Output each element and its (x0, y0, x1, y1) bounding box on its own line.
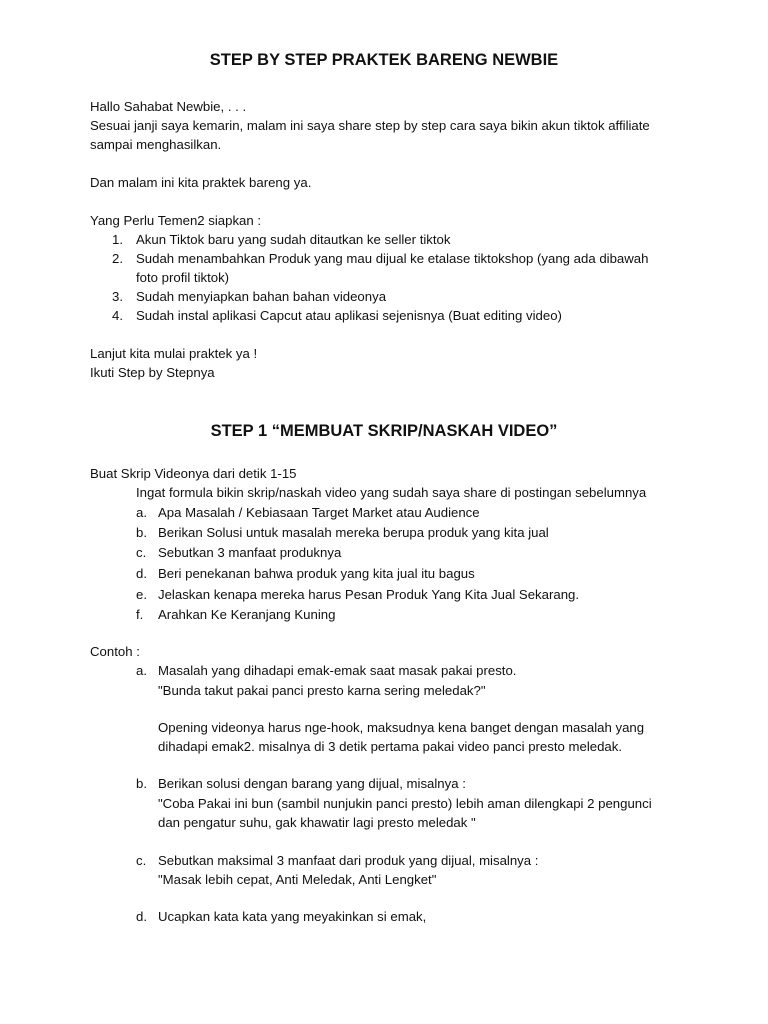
example-d-line-1: Ucapkan kata kata yang meyakinkan si emak, (158, 909, 427, 924)
intro-line-1: Sesuai janji saya kemarin, malam ini saya share step by step cara saya bikin akun tiktok affiliate (90, 118, 650, 133)
prep-item-number: 2. (112, 251, 123, 266)
example-a-paragraph-line-1: Opening videonya harus nge-hook, maksudnya kena banget dengan masalah yang (158, 720, 645, 735)
example-c-line-1: Sebutkan maksimal 3 manfaat dari produk yang dijual, misalnya : (158, 853, 539, 868)
example-a-paragraph-line-2: dihadapi emak2. misalnya di 3 detik pertama pakai video panci presto meledak. (158, 739, 623, 754)
step1-title: STEP 1 “MEMBUAT SKRIP/NASKAH VIDEO” (210, 422, 558, 440)
prep-item-text: Sudah menyiapkan bahan bahan videonya (136, 289, 387, 304)
continue-line-1: Lanjut kita mulai praktek ya ! (90, 346, 258, 361)
tonight-text: Dan malam ini kita praktek bareng ya. (90, 175, 312, 190)
formula-item-text: Sebutkan 3 manfaat produknya (158, 545, 342, 560)
example-a-line-1: Masalah yang dihadapi emak-emak saat masak pakai presto. (158, 663, 517, 678)
prep-item-text-continued: foto profil tiktok) (136, 270, 230, 285)
formula-item-text: Arahkan Ke Keranjang Kuning (158, 607, 336, 622)
example-b-line-2: "Coba Pakai ini bun (sambil nunjukin panci presto) lebih aman dilengkapi 2 pengunci (158, 796, 652, 811)
formula-item-text: Berikan Solusi untuk masalah mereka berupa produk yang kita jual (158, 525, 549, 540)
script-intro: Buat Skrip Videonya dari detik 1-15 (90, 466, 297, 481)
example-a-line-2: "Bunda takut pakai panci presto karna sering meledak?" (158, 683, 486, 698)
prep-item-text: Sudah instal aplikasi Capcut atau aplikasi sejenisnya (Buat editing video) (136, 308, 562, 323)
prep-heading: Yang Perlu Temen2 siapkan : (90, 213, 262, 228)
formula-item-letter: d. (136, 566, 147, 581)
example-c-line-2: "Masak lebih cepat, Anti Meledak, Anti Lengket" (158, 872, 437, 887)
prep-item-number: 1. (112, 232, 123, 247)
formula-item-letter: c. (136, 545, 147, 560)
prep-item-number: 3. (112, 289, 123, 304)
formula-item-text: Beri penekanan bahwa produk yang kita jual itu bagus (158, 566, 475, 581)
example-b-line-3: dan pengatur suhu, gak khawatir lagi presto meledak " (158, 815, 476, 830)
intro-line-2: sampai menghasilkan. (90, 137, 222, 152)
example-b-line-1: Berikan solusi dengan barang yang dijual, misalnya : (158, 776, 466, 791)
example-letter: a. (136, 663, 147, 678)
prep-item-text: Akun Tiktok baru yang sudah ditautkan ke seller tiktok (136, 232, 451, 247)
prep-item-number: 4. (112, 308, 123, 323)
continue-line-2: Ikuti Step by Stepnya (90, 365, 215, 380)
formula-item-text: Apa Masalah / Kebiasaan Target Market atau Audience (158, 505, 480, 520)
formula-item-letter: f. (136, 607, 144, 622)
greeting-text: Hallo Sahabat Newbie, . . . (90, 99, 247, 114)
example-heading: Contoh : (90, 644, 140, 659)
page-title: STEP BY STEP PRAKTEK BARENG NEWBIE (209, 51, 559, 69)
formula-note: Ingat formula bikin skrip/naskah video yang sudah saya share di postingan sebelumnya (136, 485, 647, 500)
example-letter: b. (136, 776, 147, 791)
prep-item-text: Sudah menambahkan Produk yang mau dijual ke etalase tiktokshop (yang ada dibawah (136, 251, 649, 266)
formula-item-letter: e. (136, 587, 147, 602)
formula-item-text: Jelaskan kenapa mereka harus Pesan Produk Yang Kita Jual Sekarang. (158, 587, 580, 602)
formula-item-letter: b. (136, 525, 147, 540)
example-letter: c. (136, 853, 147, 868)
example-letter: d. (136, 909, 147, 924)
formula-item-letter: a. (136, 505, 147, 520)
